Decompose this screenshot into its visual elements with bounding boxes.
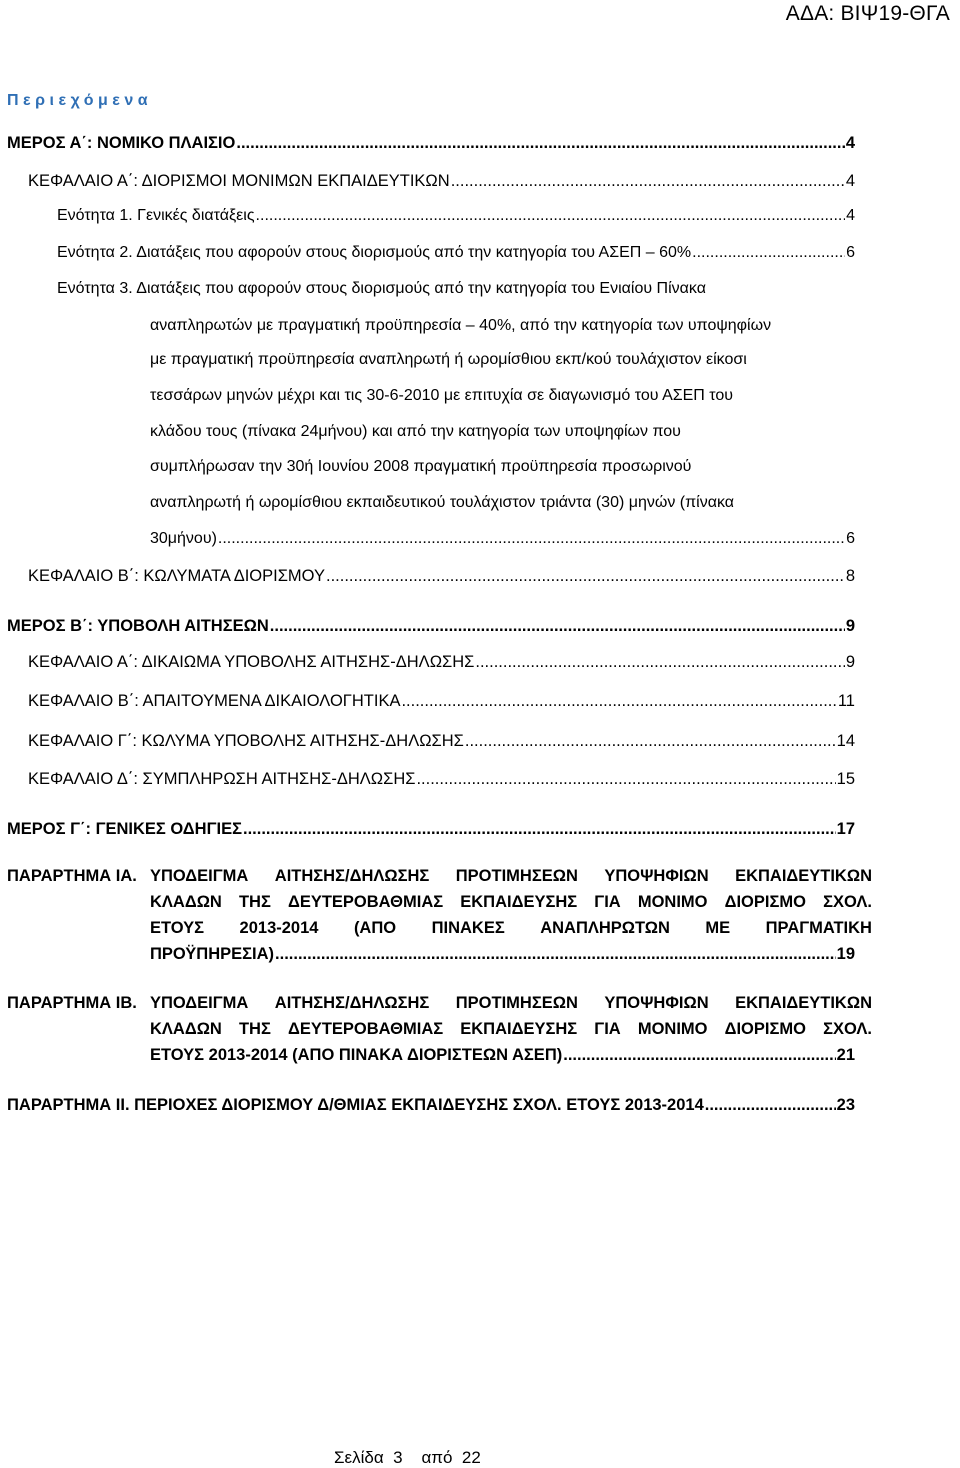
leader-dots: [236, 133, 844, 153]
toc-entry-parartima-ii[interactable]: [7, 1095, 855, 1115]
toc-entry-label: Ενότητα 1. Γενικές διατάξεις: [57, 207, 255, 224]
toc-entry-enotita-2[interactable]: [57, 243, 855, 263]
ada-code: ΑΔΑ: ΒΙΨ19-ΘΓΑ: [785, 2, 950, 25]
toc-page-number: 19: [836, 945, 855, 963]
toc-entry-label: ΚΕΦΑΛΑΙΟ Δ΄: ΣΥΜΠΛΗΡΩΣΗ ΑΙΤΗΣΗΣ-ΔΗΛΩΣΗΣ: [28, 770, 416, 788]
leader-dots: [416, 769, 835, 789]
toc-entry-line: με πραγματική προϋπηρεσία αναπληρωτή ή ωρομίσθιου εκπ/κού τουλάχιστον είκοσι: [150, 351, 747, 368]
toc-entry-line: [150, 993, 872, 1013]
leader-dots: [218, 529, 845, 549]
toc-entry-kefalaio-b[interactable]: [28, 566, 855, 586]
toc-entry-last-line: [150, 529, 855, 549]
word: ΥΠΟΔΕΙΓΜΑ: [150, 994, 249, 1012]
toc-page-number: 9: [845, 653, 855, 671]
word: ΥΠΟΨΗΦΙΩΝ: [604, 994, 709, 1012]
word: ΣΧΟΛ.: [823, 1020, 872, 1038]
word: ΤΗΣ: [238, 893, 271, 911]
word: ΠΡΟΤΙΜΗΣΕΩΝ: [455, 867, 578, 885]
toc-entry-kefalaio-b-b[interactable]: [28, 691, 855, 711]
toc-page-number: 4: [845, 172, 855, 190]
word: ΔΕΥΤΕΡΟΒΑΘΜΙΑΣ: [287, 1020, 444, 1038]
toc-entry-label: ΚΕΦΑΛΑΙΟ Β΄: ΑΠΑΙΤΟΥΜΕΝΑ ΔΙΚΑΙΟΛΟΓΗΤΙΚΑ: [28, 692, 401, 710]
word: ΠΡΑΓΜΑΤΙΚΗ: [765, 919, 872, 937]
toc-entry-label: ΜΕΡΟΣ Γ΄: ΓΕΝΙΚΕΣ ΟΔΗΓΙΕΣ: [7, 820, 242, 838]
page-footer: Σελίδα 3 από 22: [334, 1448, 481, 1467]
leader-dots: [256, 206, 846, 226]
toc-entry-prefix: ΠΑΡΑΡΤΗΜΑ ΙΑ.: [7, 867, 137, 885]
word: ΔΙΟΡΙΣΜΟ: [724, 893, 806, 911]
word: ΕΤΟΥΣ: [150, 919, 205, 937]
leader-dots: [401, 691, 836, 711]
toc-entry-last-line: [150, 944, 855, 964]
toc-entry-label: ΠΡΟΫΠΗΡΕΣΙΑ): [150, 945, 275, 963]
toc-entry-meros-a[interactable]: [7, 133, 855, 153]
toc-entry-kefalaio-a[interactable]: [28, 171, 855, 191]
toc-page-number: 4: [846, 207, 855, 224]
toc-entry-label: ΚΕΦΑΛΑΙΟ Α΄: ΔΙΚΑΙΩΜΑ ΥΠΟΒΟΛΗΣ ΑΙΤΗΣΗΣ-ΔΗΛΩΣΗΣ: [28, 653, 475, 671]
toc-entry-line: [150, 1019, 872, 1039]
word: ΔΙΟΡΙΣΜΟ: [724, 1020, 806, 1038]
toc-page-number: 23: [836, 1096, 855, 1114]
toc-entry-meros-g[interactable]: [7, 819, 855, 839]
word: ΥΠΟΔΕΙΓΜΑ: [150, 867, 249, 885]
word: ΑΙΤΗΣΗΣ/ΔΗΛΩΣΗΣ: [274, 867, 430, 885]
toc-entry-label: ΚΕΦΑΛΑΙΟ Α΄: ΔΙΟΡΙΣΜΟΙ ΜΟΝΙΜΩΝ ΕΚΠΑΙΔΕΥΤΙΚΩΝ: [28, 172, 450, 190]
word: ΕΚΠΑΙΔΕΥΤΙΚΩΝ: [735, 867, 872, 885]
word: ΕΚΠΑΙΔΕΥΣΗΣ: [460, 1020, 578, 1038]
toc-title: Περιεχόμενα: [7, 92, 153, 109]
toc-entry-line: [150, 866, 872, 886]
leader-dots: [326, 566, 845, 586]
toc-entry-line: αναπληρωτών με πραγματική προϋπηρεσία – 40%, από την κατηγορία των υποψηφίων: [150, 317, 772, 334]
word: ΚΛΑΔΩΝ: [150, 1020, 222, 1038]
toc-entry-line: [150, 892, 872, 912]
toc-page-number: 11: [837, 692, 855, 710]
toc-entry-label: ΕΤΟΥΣ 2013-2014 (ΑΠΟ ΠΙΝΑΚΑ ΔΙΟΡΙΣΤΕΩΝ ΑΣΕΠ): [150, 1046, 563, 1064]
leader-dots: [705, 1095, 836, 1115]
toc-entry-label: 30μήνου): [150, 530, 217, 547]
toc-entry-kefalaio-d-b[interactable]: [28, 769, 855, 789]
leader-dots: [270, 616, 845, 636]
toc-entry-last-line: [150, 1045, 855, 1065]
word: ΑΝΑΠΛΗΡΩΤΩΝ: [540, 919, 670, 937]
word: ΠΙΝΑΚΕΣ: [431, 919, 505, 937]
toc-page-number: 21: [836, 1046, 855, 1064]
word: ΕΚΠΑΙΔΕΥΤΙΚΩΝ: [735, 994, 872, 1012]
toc-entry-line: Ενότητα 3. Διατάξεις που αφορούν στους διορισμούς από την κατηγορία του Ενιαίου Πίνακα: [57, 280, 706, 297]
leader-dots: [451, 171, 845, 191]
toc-entry-line: τεσσάρων μηνών μέχρι και τις 30-6-2010 με επιτυχία σε διαγωνισμό του ΑΣΕΠ του: [150, 387, 734, 404]
toc-entry-label: ΠΑΡΑΡΤΗΜΑ ΙΙ. ΠΕΡΙΟΧΕΣ ΔΙΟΡΙΣΜΟΥ Δ/ΘΜΙΑΣ ΕΚΠΑΙΔΕΥΣΗΣ ΣΧΟΛ. ΕΤΟΥΣ 2013-2014: [7, 1096, 704, 1114]
word: ΓΙΑ: [594, 1020, 621, 1038]
toc-entry-enotita-1[interactable]: [57, 206, 855, 226]
toc-entry-label: ΚΕΦΑΛΑΙΟ Β΄: ΚΩΛΥΜΑΤΑ ΔΙΟΡΙΣΜΟΥ: [28, 567, 325, 585]
word: 2013-2014: [239, 919, 319, 937]
word: ΥΠΟΨΗΦΙΩΝ: [604, 867, 709, 885]
toc-entry-line: κλάδου τους (πίνακα 24μήνου) και από την κατηγορία των υποψηφίων που: [150, 423, 681, 440]
word: ΠΡΟΤΙΜΗΣΕΩΝ: [455, 994, 578, 1012]
word: ΜΟΝΙΜΟ: [637, 893, 708, 911]
word: ΚΛΑΔΩΝ: [150, 893, 222, 911]
toc-entry-line: συμπλήρωσαν την 30ή Ιουνίου 2008 πραγματική προϋπηρεσία προσωρινού: [150, 458, 692, 475]
word: ΕΚΠΑΙΔΕΥΣΗΣ: [460, 893, 578, 911]
toc-entry-prefix: ΠΑΡΑΡΤΗΜΑ ΙΒ.: [7, 994, 137, 1012]
toc-page-number: 14: [836, 732, 855, 750]
word: ΜΕ: [705, 919, 731, 937]
toc-entry-kefalaio-g-b[interactable]: [28, 731, 855, 751]
toc-page-number: 8: [845, 567, 855, 585]
word: ΜΟΝΙΜΟ: [637, 1020, 708, 1038]
word: ΔΕΥΤΕΡΟΒΑΘΜΙΑΣ: [287, 893, 444, 911]
leader-dots: [563, 1045, 835, 1065]
toc-page-number: 6: [846, 244, 855, 261]
leader-dots: [465, 731, 836, 751]
word: ΤΗΣ: [238, 1020, 271, 1038]
word: ΣΧΟΛ.: [823, 893, 872, 911]
toc-page-number: 4: [845, 134, 855, 152]
leader-dots: [692, 243, 845, 263]
toc-entry-line: αναπληρωτή ή ωρομίσθιου εκπαιδευτικού τουλάχιστον τριάντα (30) μηνών (πίνακα: [150, 494, 735, 511]
toc-entry-label: ΜΕΡΟΣ Α΄: ΝΟΜΙΚΟ ΠΛΑΙΣΙΟ: [7, 134, 236, 152]
toc-entry-label: ΚΕΦΑΛΑΙΟ Γ΄: ΚΩΛΥΜΑ ΥΠΟΒΟΛΗΣ ΑΙΤΗΣΗΣ-ΔΗΛΩΣΗΣ: [28, 732, 464, 750]
word: ΑΙΤΗΣΗΣ/ΔΗΛΩΣΗΣ: [274, 994, 430, 1012]
word: (ΑΠΟ: [353, 919, 397, 937]
toc-page-number: 6: [846, 530, 855, 547]
toc-entry-label: ΜΕΡΟΣ Β΄: ΥΠΟΒΟΛΗ ΑΙΤΗΣΕΩΝ: [7, 617, 269, 635]
leader-dots: [275, 944, 836, 964]
toc-entry-meros-b[interactable]: [7, 616, 855, 636]
toc-entry-line: [150, 918, 872, 938]
leader-dots: [475, 652, 844, 672]
leader-dots: [243, 819, 836, 839]
toc-page-number: 9: [845, 617, 855, 635]
toc-entry-label: Ενότητα 2. Διατάξεις που αφορούν στους διορισμούς από την κατηγορία του ΑΣΕΠ – 60%: [57, 244, 692, 261]
toc-entry-kefalaio-a-b[interactable]: [28, 652, 855, 672]
word: ΓΙΑ: [594, 893, 621, 911]
toc-page-number: 17: [836, 820, 855, 838]
toc-page-number: 15: [836, 770, 855, 788]
